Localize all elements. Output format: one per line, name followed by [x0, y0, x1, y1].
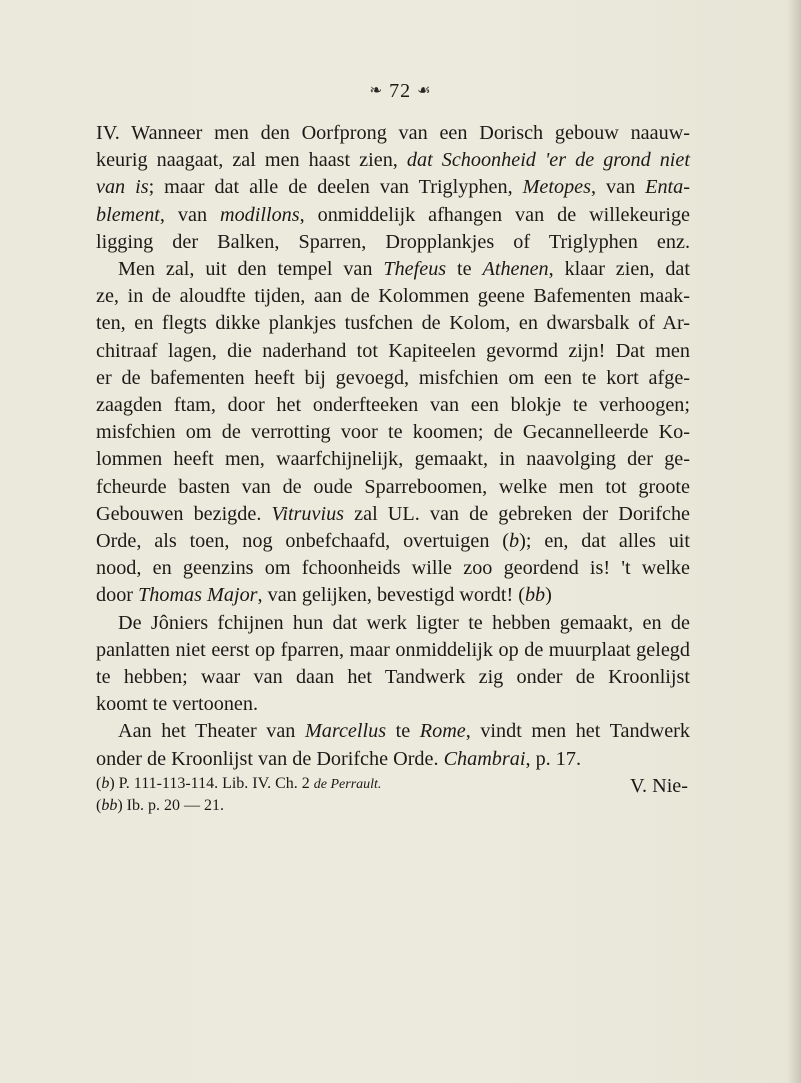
text-line: De Jôniers fchijnen hun dat werk ligter te hebben gemaakt, en de: [118, 611, 690, 634]
text-line: ze, in de aloudfte tijden, aan de Kolommen geene Bafementen maak-: [96, 285, 690, 308]
text-line: door Thomas Major, van gelijken, bevestigd wordt! (bb): [96, 584, 552, 607]
left-ornament-icon: ❧: [369, 83, 384, 99]
text-line: fcheurde basten van de oude Sparreboomen, welke men tot groote: [96, 475, 690, 498]
footnote: (bb) Ib. p. 20 — 21.: [96, 797, 224, 814]
text-line: chitraaf lagen, die naderhand tot Kapiteelen gevormd zijn! Dat men: [96, 339, 690, 362]
page-number: 72: [389, 80, 412, 102]
text-line: keurig naagaat, zal men haast zien, dat Schoonheid 'er de grond niet: [96, 149, 690, 172]
text-line: Aan het Theater van Marcellus te Rome, vindt men het Tandwerk: [118, 720, 690, 743]
text-line: te hebben; waar van daan het Tandwerk zig onder de Kroonlijst: [96, 666, 690, 689]
text-line: misfchien om de verrotting voor te koomen; de Gecannelleerde Ko-: [96, 421, 690, 444]
text-line: blement, van modillons, onmiddelijk afhangen van de willekeurige: [96, 203, 690, 226]
footnotes: [96, 773, 696, 816]
text-line: nood, en geenzins om fchoonheids wille zoo geordend is! 't welke: [96, 557, 690, 580]
text-line: van is; maar dat alle de deelen van Triglyphen, Metopes, van Enta-: [96, 176, 690, 199]
text-line: ten, en flegts dikke plankjes tusfchen de Kolom, en dwarsbalk of Ar-: [96, 312, 690, 335]
text-line: er de bafementen heeft bij gevoegd, misfchien om een te kort afge-: [96, 366, 690, 389]
footnote: (b) P. 111-113-114. Lib. IV. Ch. 2 de Perrault.: [96, 775, 382, 792]
text-line: koomt te vertoonen.: [96, 693, 259, 716]
main-text: [96, 120, 690, 800]
page-edge-shadow: [787, 0, 801, 1083]
page-header: [0, 80, 801, 103]
text-line: onder de Kroonlijst van de Dorifche Orde. Chambrai, p. 17.: [96, 747, 581, 770]
text-line: panlatten niet eerst op fparren, maar onmiddelijk op de muurplaat gelegd: [96, 638, 690, 661]
text-line: lommen heeft men, waarfchijnelijk, gemaakt, in naavolging der ge-: [96, 448, 690, 471]
catchword: V. Nie-: [630, 774, 688, 797]
text-line: Men zal, uit den tempel van Thefeus te Athenen, klaar zien, dat: [118, 258, 690, 281]
text-line: Gebouwen bezigde. Vitruvius zal UL. van de gebreken der Dorifche: [96, 502, 690, 525]
text-line: zaagden ftam, door het onderfteeken van een blokje te verhoogen;: [96, 394, 690, 417]
text-line: Orde, als toen, nog onbefchaafd, overtuigen (b); en, dat alles uit: [96, 530, 691, 553]
text-line: IV. Wanneer men den Oorfprong van een Dorisch gebouw naauw-: [96, 122, 690, 144]
right-ornament-icon: ☙: [417, 83, 432, 99]
text-line: ligging der Balken, Sparren, Dropplankjes of Triglyphen enz.: [96, 230, 690, 253]
